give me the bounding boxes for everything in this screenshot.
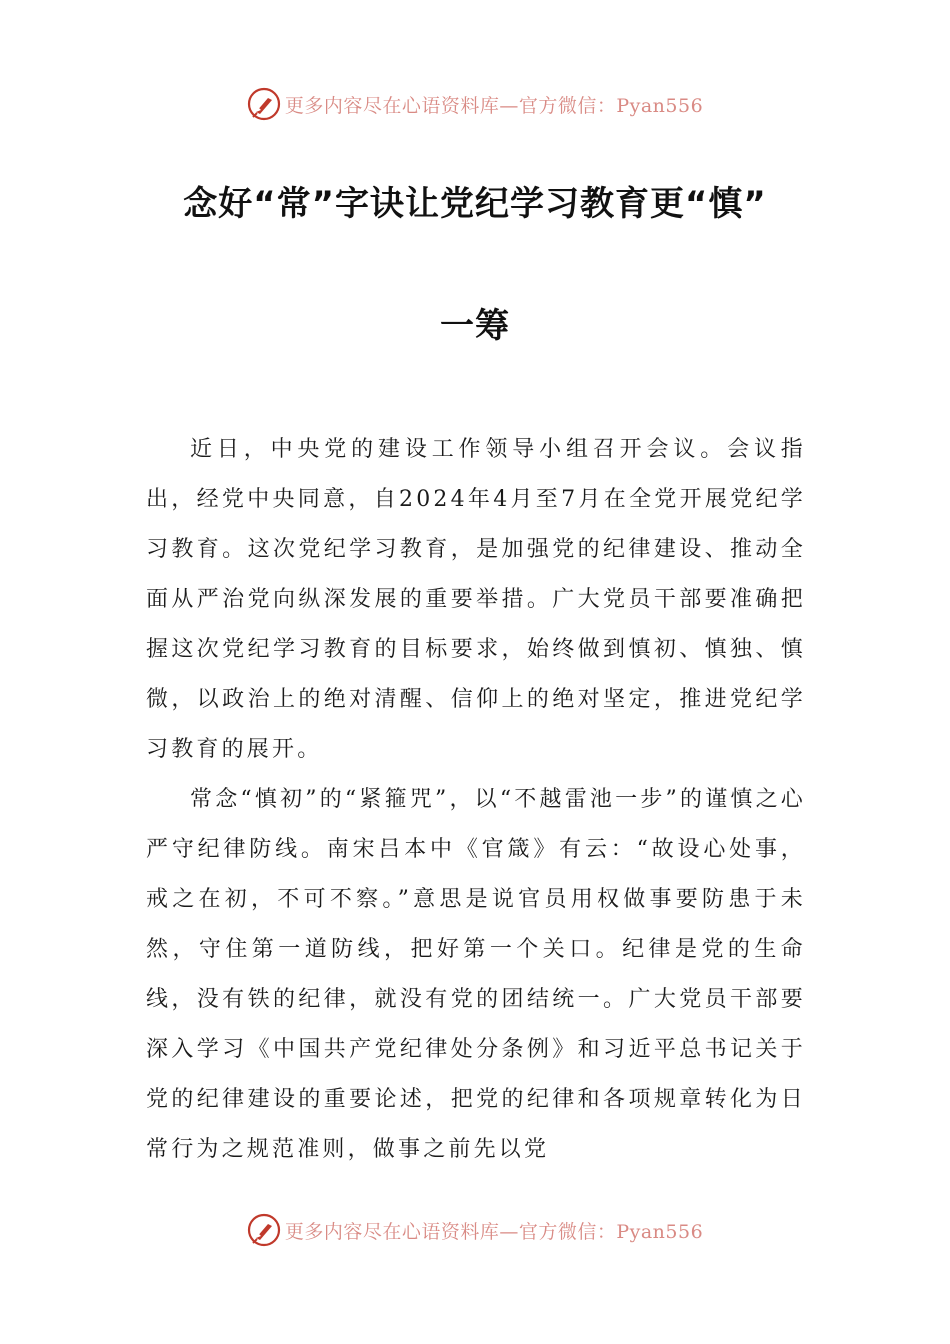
body-paragraph: 近日，中央党的建设工作领导小组召开会议。会议指出，经党中央同意，自2024年4月至7月在全党开展党纪学习教育。这次党纪学习教育，是加强党的纪律建设、推动全面从严治党向纵深发展的重要举措。广大党员干部要准确把握这次党纪学习教育的目标要求，始终做到慎初、慎独、慎微，以政治上的绝对清醒、信仰上的绝对坚定，推进党纪学习教育的展开。 (146, 437, 806, 762)
document-body (146, 425, 806, 1175)
watermark-text: 更多内容尽在心语资料库—官方微信：Pyan556 (284, 1220, 704, 1243)
pen-nib-circle-icon (247, 1213, 281, 1247)
body-paragraph: 常念“慎初”的“紧箍咒”，以“不越雷池一步”的谨慎之心严守纪律防线。南宋吕本中《官箴》有云：“故设心处事，戒之在初，不可不察。”意思是说官员用权做事要防患于未然，守住第一道防线，把好第一个关口。纪律是党的生命线，没有铁的纪律，就没有党的团结统一。广大党员干部要深入学习《中国共产党纪律处分条例》和习近平总书记关于党的纪律建设的重要论述，把党的纪律和各项规章转化为日常行为之规范准则，做事之前先以党 (146, 787, 806, 1162)
document-title: 念好“常”字诀让党纪学习教育更“慎” (183, 184, 767, 224)
pen-nib-circle-icon (247, 87, 281, 121)
footer-watermark (0, 1210, 950, 1250)
document-title-continuation: 一筹 (440, 306, 510, 346)
watermark-text: 更多内容尽在心语资料库—官方微信：Pyan556 (284, 94, 704, 117)
header-watermark (0, 84, 950, 124)
